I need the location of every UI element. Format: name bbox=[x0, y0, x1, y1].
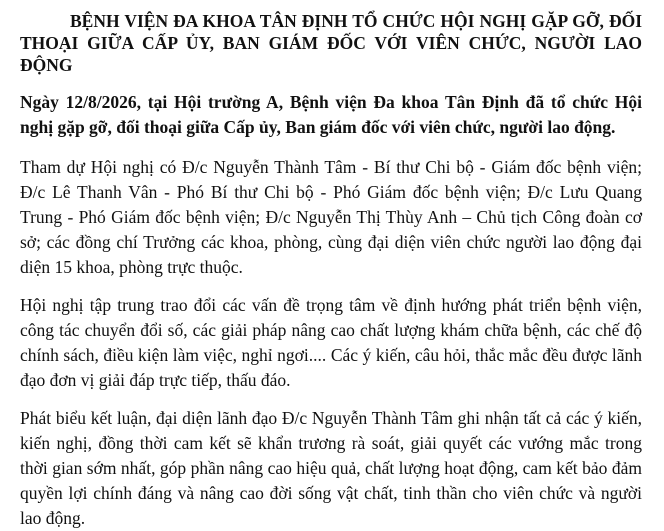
paragraph-discussion: Hội nghị tập trung trao đổi các vấn đề trọng tâm về định hướng phát triển bệnh viện, công tác chuyển đổi số, các giải pháp nâng cao chất lượng khám chữa bệnh, các chế độ chính sách, điều kiện làm việc, nghỉ ngơi.... Các ý kiến, câu hỏi, thắc mắc đều được lãnh đạo đơn vị giải đáp trực tiếp, thấu đáo. bbox=[20, 295, 642, 390]
article-title: BỆNH VIỆN ĐA KHOA TÂN ĐỊNH TỔ CHỨC HỘI NGHỊ GẶP GỠ, ĐỐI THOẠI GIỮA CẤP ỦY, BAN GIÁM ĐỐC VỚI VIÊN CHỨC, NGƯỜI LAO ĐỘNG bbox=[20, 11, 642, 75]
article-lead: Ngày 12/8/2026, tại Hội trường A, Bệnh viện Đa khoa Tân Định đã tổ chức Hội nghị gặp gỡ, đối thoại giữa Cấp ủy, Ban giám đốc với viên chức, người lao động. bbox=[20, 92, 642, 137]
paragraph-attendees: Tham dự Hội nghị có Đ/c Nguyễn Thành Tâm - Bí thư Chi bộ - Giám đốc bệnh viện; Đ/c Lê Thanh Vân - Phó Bí thư Chi bộ - Phó Giám đốc bệnh viện; Đ/c Lưu Quang Trung - Phó Giám đốc bệnh viện; Đ/c Nguyễn Thị Thùy Anh – Chủ tịch Công đoàn cơ sở; các đồng chí Trưởng các khoa, phòng, cùng đại diện viên chức người lao động đại diện 15 khoa, phòng trực thuộc. bbox=[20, 157, 642, 277]
paragraph-conclusion: Phát biểu kết luận, đại diện lãnh đạo Đ/c Nguyễn Thành Tâm ghi nhận tất cả các ý kiến, kiến nghị, đồng thời cam kết sẽ khẩn trương rà soát, giải quyết các vướng mắc trong thời gian sớm nhất, góp phần nâng cao hiệu quả, chất lượng hoạt động, cam kết bảo đảm quyền lợi chính đáng và nâng cao đời sống vật chất, tinh thần cho viên chức và người lao động. bbox=[20, 408, 642, 528]
